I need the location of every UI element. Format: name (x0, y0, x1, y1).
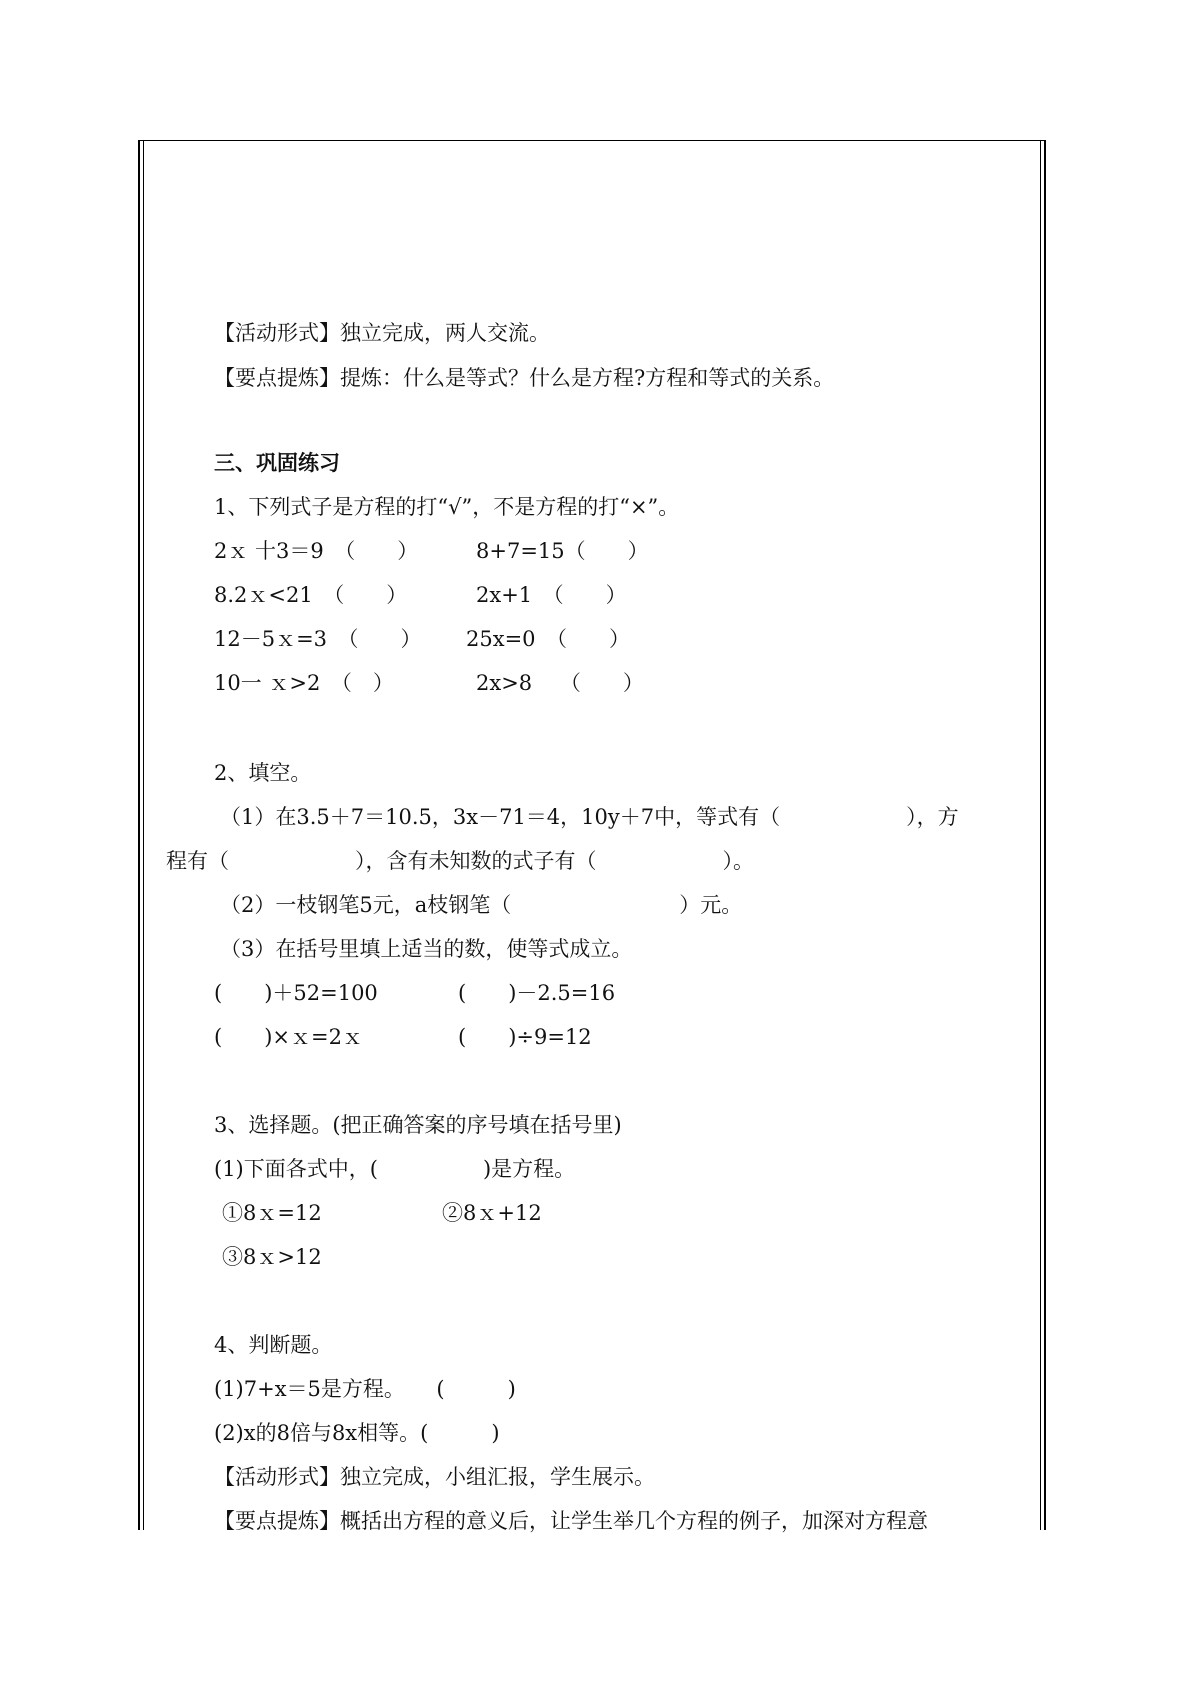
q2-row1-left: ( )＋52=100 (214, 981, 378, 1005)
q1-row3-right: 25x=0 （ ） (466, 627, 631, 651)
q1-row2-left: 8.2ｘ<21 （ ） (214, 583, 408, 607)
q4-p1: (1)7+x＝5是方程。 ( ) (214, 1377, 516, 1401)
frame-top-border (138, 140, 1046, 141)
q4-p2: (2)x的8倍与8x相等。( ) (214, 1421, 500, 1445)
q3-option-3: ③8ｘ>12 (222, 1245, 322, 1269)
q3-p1: (1)下面各式中，( )是方程。 (214, 1157, 576, 1181)
q2-p2: （2）一枝钢笔5元，a枝钢笔（ ）元。 (220, 893, 743, 917)
activity-form-2: 【活动形式】独立完成，小组汇报，学生展示。 (214, 1465, 655, 1489)
q1-row1-right: 8+7=15（ ） (476, 539, 649, 563)
frame-left-border-inner (143, 140, 144, 1530)
q1-title: 1、下列式子是方程的打“√”，不是方程的打“×”。 (214, 495, 680, 519)
q2-p1-line2: 程有（ ），含有未知数的式子有（ ）。 (166, 849, 754, 873)
q4-title: 4、判断题。 (214, 1333, 333, 1357)
q2-title: 2、填空。 (214, 761, 312, 785)
frame-right-border-outer (1044, 140, 1046, 1530)
q2-p3: （3）在括号里填上适当的数，使等式成立。 (220, 937, 633, 961)
key-point-2: 【要点提炼】概括出方程的意义后，让学生举几个方程的例子，加深对方程意 (214, 1509, 928, 1533)
q2-row2-right: ( )÷9=12 (458, 1025, 592, 1049)
q1-row1-left: 2ｘ 十3＝9 （ ） (214, 539, 419, 563)
q3-option-2: ②8ｘ+12 (442, 1201, 542, 1225)
q2-row2-left: ( )×ｘ=2ｘ (214, 1025, 363, 1049)
activity-form-1: 【活动形式】独立完成，两人交流。 (214, 321, 550, 345)
frame-left-border-outer (138, 140, 140, 1530)
section-title: 三、巩固练习 (214, 450, 340, 475)
q1-row3-left: 12－5ｘ=3 （ ） (214, 627, 422, 651)
q1-row4-right: 2x>8 （ ） (476, 671, 644, 695)
q1-row2-right: 2x+1 （ ） (476, 583, 627, 607)
q3-title: 3、选择题。(把正确答案的序号填在括号里) (214, 1113, 622, 1137)
frame-right-border-inner (1040, 140, 1041, 1530)
q2-row1-right: ( )－2.5=16 (458, 981, 616, 1005)
q1-row4-left: 10一 ｘ>2 （ ） (214, 671, 394, 695)
q3-option-1: ①8ｘ=12 (222, 1201, 322, 1225)
key-point-1: 【要点提炼】提炼：什么是等式？什么是方程?方程和等式的关系。 (214, 366, 835, 390)
q2-p1-line1: （1）在3.5＋7＝10.5，3x－71＝4，10y＋7中，等式有（ ），方 (220, 805, 959, 829)
